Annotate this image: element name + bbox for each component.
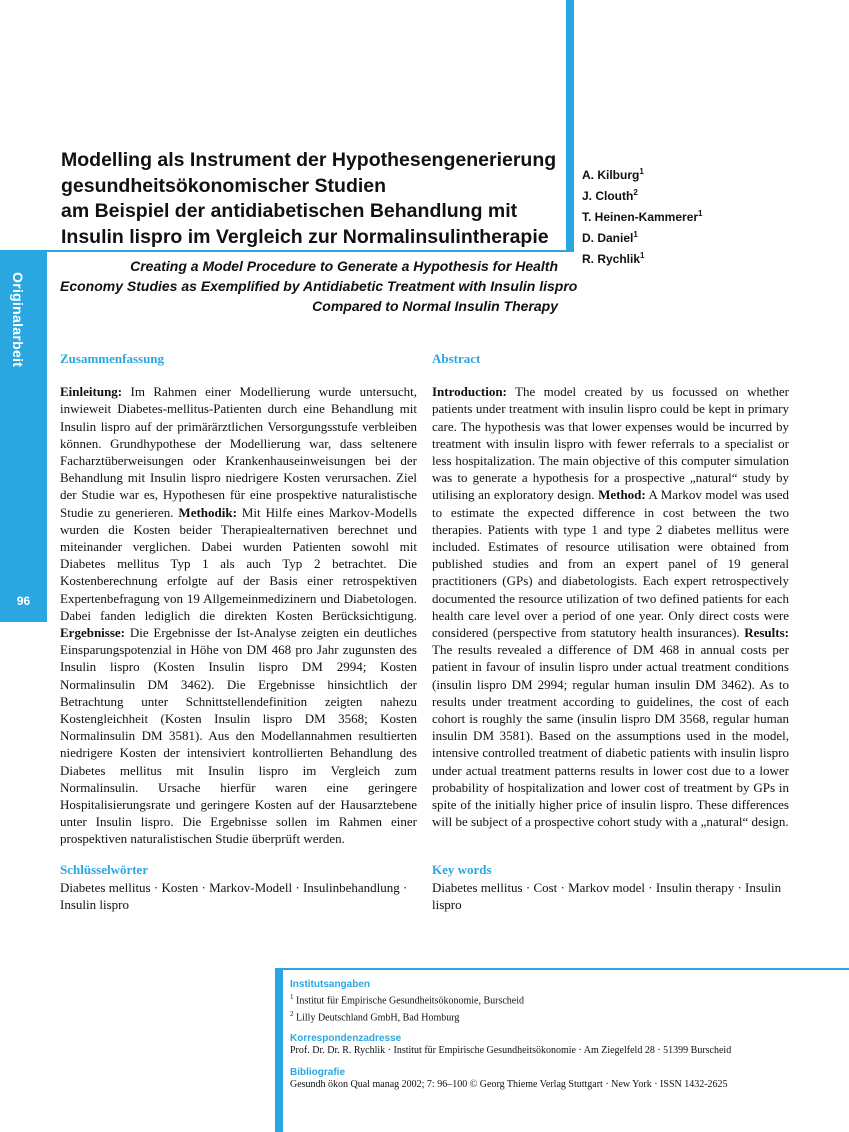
abstract-heading: Abstract (432, 351, 481, 366)
accent-bar-top (566, 0, 574, 250)
abstract-text: Introduction: The model created by us focussed on whether patients under treatment with insulin lispro could be kept in primary care. The hypothesis was that lower expenses would be incurred by treatment with insulin lispro with fewer referrals to a specialist or less hospitalization. The main objective of this computer simulation was to generate a hypothesis for a prospective „natural“ study by utilising an exploratory design. Method: A Markov model was used to estimate the expected difference in cost between the two therapies. Patients with type 1 and type 2 diabetes mellitus were included. Estimates of resource utilisation were obtained from published studies and from an expert panel of 19 general practitioners (GPs) and diabetologists. Each expert retrospectively documented the resource utilization of two defined patients for each health care level over a period of one year. Only direct costs were considered (perspective from statutory health insurances). Results: The results revealed a difference of DM 468 in annual costs per patient in favour of insulin lispro under actual treatment conditions (insulin lispro DM 2994; regular human insulin DM 3462). As to results under treatment according to guidelines, the cost of each cohort is roughly the same (insulin lispro DM 3568, regular human insulin DM 3581). Based on the assumptions used in the model, intensive controlled treatment of diabetic patients with insulin lispro under actual treatment patterns results in lower cost due to a lower probability of hospitalization and lower cost of treatment by GPs in spite of the initially higher price of insulin lispro. These differences will be subject of a prospective cohort study with a „natural“ design. (432, 384, 789, 830)
title-line: gesundheitsökonomischer Studien (61, 174, 387, 197)
bibliografie-text: Gesundh ökon Qual manag 2002; 7: 96–100 © Georg Thieme Verlag Stuttgart · New York · ISSN 1432-2625 (290, 1078, 728, 1090)
author-list (582, 163, 703, 268)
author: D. Daniel$^1$ (582, 230, 638, 245)
korrespondenz-text: Prof. Dr. Dr. R. Rychlik · Institut für Empirische Gesundheitsökonomie · Am Ziegelfeld 28 · 51399 Burscheid (290, 1045, 732, 1057)
bibliografie-heading: Bibliografie (290, 1066, 346, 1078)
author: A. Kilburg$^1$ (582, 167, 644, 182)
title-rule (0, 250, 574, 252)
keywords-en-text: Diabetes mellitus · Cost · Markov model · Insulin therapy · Insulin lispro (432, 880, 782, 912)
keywords-de-text: Diabetes mellitus · Kosten · Markov-Modell · Insulinbehandlung · Insulin lispro (60, 880, 408, 912)
subtitle-line: Economy Studies as Exemplified by Antidiabetic Treatment with Insulin lispro (60, 278, 578, 294)
article-info-box (275, 968, 849, 1132)
zusammenfassung-heading: Zusammenfassung (60, 351, 165, 366)
korrespondenz-heading: Korrespondenzadresse (290, 1033, 402, 1045)
subtitle-line: Creating a Model Procedure to Generate a Hypothesis for Health (130, 258, 558, 274)
institut-line: $^2$ Lilly Deutschland GmbH, Bad Homburg (290, 1009, 460, 1024)
section-label: Originalarbeit (10, 272, 26, 368)
abstract-column (432, 350, 789, 830)
institut-line: $^1$ Institut für Empirische Gesundheitsökonomie, Burscheid (290, 993, 525, 1007)
title-line: am Beispiel der antidiabetischen Behandlung mit (61, 200, 518, 222)
subtitle-line: Compared to Normal Insulin Therapy (312, 298, 558, 314)
title-line: Modelling als Instrument der Hypothesengenerierung (61, 149, 557, 171)
institut-heading: Institutsangaben (290, 979, 371, 990)
page-number: 96 (16, 594, 31, 608)
info-box-bar (275, 968, 283, 1132)
author: R. Rychlik$^1$ (582, 251, 645, 266)
title-line: Insulin lispro im Vergleich zur Normalinsulintherapie (61, 225, 549, 248)
info-box-rule (275, 968, 849, 970)
keywords-de-heading: Schlüsselwörter (60, 862, 149, 877)
english-subtitle (60, 256, 578, 316)
author: T. Heinen-Kammerer$^1$ (582, 209, 703, 224)
zusammenfassung-column (60, 350, 417, 848)
zusammenfassung-text: Einleitung: Im Rahmen einer Modellierung wurde untersucht, inwieweit Diabetes-mellitus-Patienten durch eine Behandlung mit Insulin lispro auf der primärärztlichen Versorgungsstufe verbleiben können. Grundhypothese der Modellierung war, dass seltenere Facharztüberweisungen oder Krankenhauseinweisungen bei der Behandlung mit Insulin lispro niedrigere Kosten verursachen. Ziel der Studie war es, Hypothesen für eine prospektive naturalistische Studie zu generieren. Methodik: Mit Hilfe eines Markov-Modells wurden die Kosten beider Therapiealternativen berechnet und miteinander verglichen. Dabei wurden Patienten sowohl mit Diabetes mellitus Typ 1 als auch Typ 2 betrachtet. Die Kostenberechnung erfolgte auf der Basis einer retrospektiven Expertenbefragung von 19 Allgemeinmedizinern und Diabetologen. Dabei fanden lediglich die direkten Kosten Berücksichtigung. Ergebnisse: Die Ergebnisse der Ist-Analyse zeigten ein deutliches Einsparungspotenzial in Höhe von DM 468 pro Jahr zugunsten des Insulin lispro (Kosten Insulin lispro DM 2994; Kosten Normalinsulin DM 3462). Die Ergebnisse hinsichtlich der Betrachtung unter Schnittstellendefinition zeigten nahezu Kostengleichheit (Kosten Insulin lispro DM 3568; Kosten Normalinsulin DM 3581). Aus den Modellannahmen resultierten niedrigere Kosten der intensiviert kontrollierten Behandlung des Diabetes mellitus mit Insulin lispro im Vergleich zum Normalinsulin. Ursache hierfür waren eine geringere Hospitalisierungsrate und geringere Kosten auf der Hausarztebene unter Insulin lispro. Die Ergebnisse sollen im Rahmen einer prospektiven naturalistischen Studie überprüft werden. (60, 384, 417, 847)
author: J. Clouth$^2$ (582, 188, 638, 203)
article-title (61, 148, 561, 250)
section-side-tab (0, 252, 47, 622)
keywords-en-heading: Key words (432, 862, 492, 877)
